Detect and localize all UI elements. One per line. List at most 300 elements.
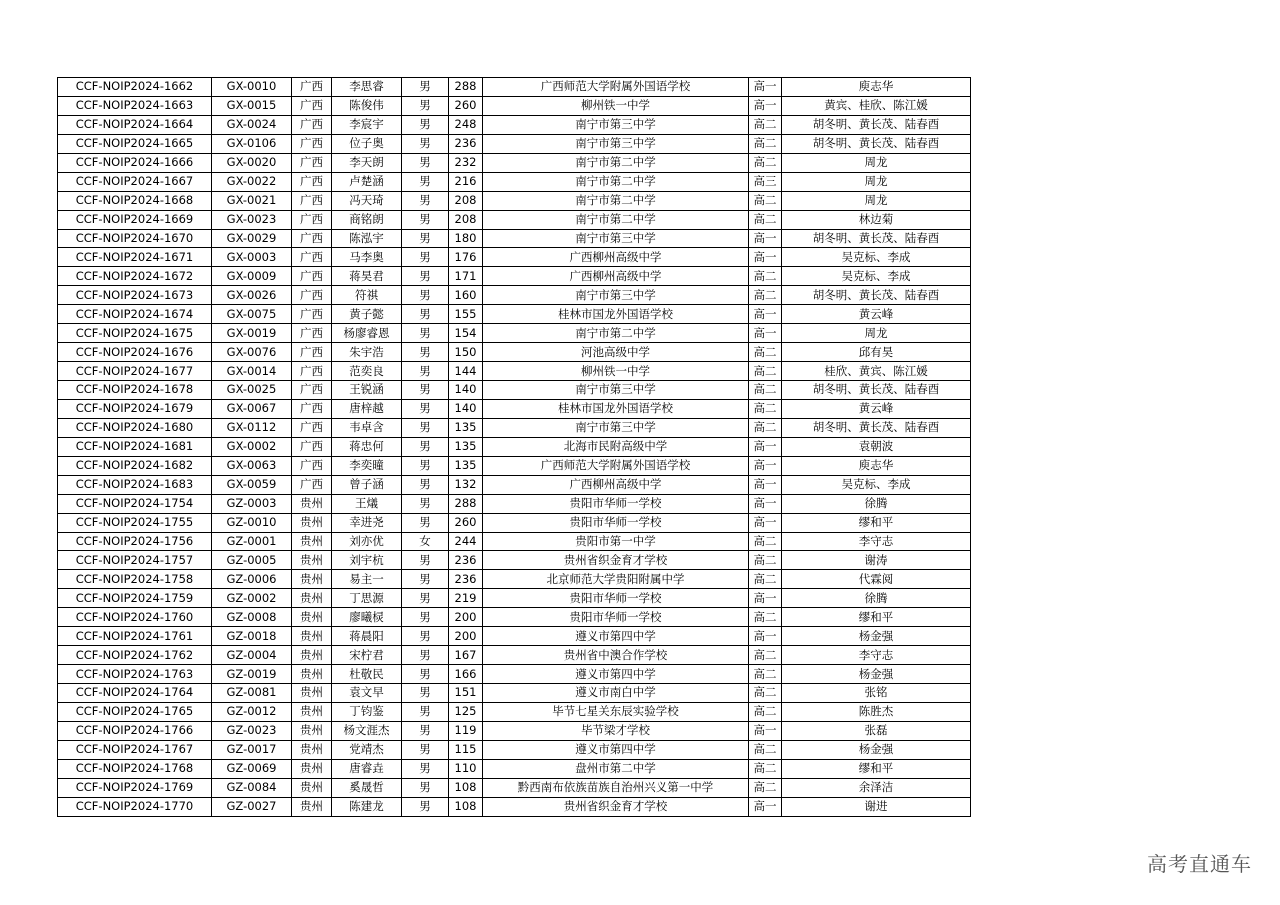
contestant-id-cell: GZ-0017	[212, 740, 292, 759]
name-cell: 陈建龙	[332, 797, 402, 816]
gender-cell: 男	[402, 740, 449, 759]
province-cell: 广西	[292, 418, 332, 437]
score-cell: 176	[449, 248, 483, 267]
gender-cell: 男	[402, 721, 449, 740]
score-cell: 125	[449, 702, 483, 721]
table-row	[58, 702, 971, 721]
cert-id-cell: CCF-NOIP2024-1669	[58, 210, 212, 229]
province-cell: 广西	[292, 153, 332, 172]
score-cell: 216	[449, 172, 483, 191]
school-cell: 毕节梁才学校	[483, 721, 749, 740]
coach-cell: 黄云峰	[782, 305, 971, 324]
school-cell: 南宁市第三中学	[483, 418, 749, 437]
score-cell: 144	[449, 362, 483, 381]
contestant-id-cell: GX-0112	[212, 418, 292, 437]
contestant-id-cell: GX-0075	[212, 305, 292, 324]
province-cell: 广西	[292, 305, 332, 324]
score-cell: 200	[449, 608, 483, 627]
province-cell: 广西	[292, 324, 332, 343]
cert-id-cell: CCF-NOIP2024-1758	[58, 570, 212, 589]
table-row	[58, 115, 971, 134]
coach-cell: 胡冬明、黄长茂、陆春酉	[782, 134, 971, 153]
contestant-id-cell: GX-0063	[212, 456, 292, 475]
grade-cell: 高二	[749, 646, 782, 665]
cert-id-cell: CCF-NOIP2024-1670	[58, 229, 212, 248]
grade-cell: 高二	[749, 418, 782, 437]
gender-cell: 男	[402, 343, 449, 362]
gender-cell: 男	[402, 305, 449, 324]
gender-cell: 男	[402, 684, 449, 703]
score-cell: 154	[449, 324, 483, 343]
province-cell: 广西	[292, 210, 332, 229]
score-cell: 140	[449, 399, 483, 418]
school-cell: 柳州铁一中学	[483, 96, 749, 115]
gender-cell: 男	[402, 229, 449, 248]
cert-id-cell: CCF-NOIP2024-1770	[58, 797, 212, 816]
name-cell: 丁钧鉴	[332, 702, 402, 721]
school-cell: 贵阳市第一中学	[483, 532, 749, 551]
table-row	[58, 721, 971, 740]
contestant-id-cell: GX-0106	[212, 134, 292, 153]
school-cell: 遵义市南白中学	[483, 684, 749, 703]
name-cell: 冯天琦	[332, 191, 402, 210]
school-cell: 贵阳市华师一学校	[483, 589, 749, 608]
table-row	[58, 608, 971, 627]
coach-cell: 周龙	[782, 191, 971, 210]
gender-cell: 男	[402, 172, 449, 191]
grade-cell: 高一	[749, 721, 782, 740]
province-cell: 贵州	[292, 684, 332, 703]
table-row	[58, 513, 971, 532]
contestant-id-cell: GZ-0012	[212, 702, 292, 721]
contestant-id-cell: GX-0019	[212, 324, 292, 343]
coach-cell: 张铭	[782, 684, 971, 703]
province-cell: 贵州	[292, 702, 332, 721]
cert-id-cell: CCF-NOIP2024-1675	[58, 324, 212, 343]
coach-cell: 杨金强	[782, 627, 971, 646]
table-row	[58, 797, 971, 816]
score-cell: 108	[449, 778, 483, 797]
name-cell: 蒋晨阳	[332, 627, 402, 646]
gender-cell: 男	[402, 362, 449, 381]
grade-cell: 高一	[749, 513, 782, 532]
coach-cell: 黄云峰	[782, 399, 971, 418]
gender-cell: 男	[402, 153, 449, 172]
coach-cell: 林边菊	[782, 210, 971, 229]
coach-cell: 谢进	[782, 797, 971, 816]
school-cell: 贵阳市华师一学校	[483, 513, 749, 532]
school-cell: 贵州省织金育才学校	[483, 551, 749, 570]
grade-cell: 高二	[749, 778, 782, 797]
contestant-id-cell: GX-0015	[212, 96, 292, 115]
table-row	[58, 646, 971, 665]
grade-cell: 高二	[749, 532, 782, 551]
gender-cell: 男	[402, 191, 449, 210]
name-cell: 李天朗	[332, 153, 402, 172]
grade-cell: 高一	[749, 437, 782, 456]
name-cell: 朱宇浩	[332, 343, 402, 362]
coach-cell: 袁朝波	[782, 437, 971, 456]
gender-cell: 男	[402, 570, 449, 589]
score-cell: 160	[449, 286, 483, 305]
school-cell: 南宁市第三中学	[483, 381, 749, 400]
cert-id-cell: CCF-NOIP2024-1768	[58, 759, 212, 778]
school-cell: 南宁市第二中学	[483, 324, 749, 343]
province-cell: 贵州	[292, 608, 332, 627]
name-cell: 党靖杰	[332, 740, 402, 759]
province-cell: 贵州	[292, 494, 332, 513]
province-cell: 贵州	[292, 797, 332, 816]
coach-cell: 吴克标、李成	[782, 267, 971, 286]
gender-cell: 男	[402, 248, 449, 267]
cert-id-cell: CCF-NOIP2024-1757	[58, 551, 212, 570]
province-cell: 贵州	[292, 646, 332, 665]
school-cell: 南宁市第二中学	[483, 210, 749, 229]
table-row	[58, 551, 971, 570]
grade-cell: 高二	[749, 702, 782, 721]
name-cell: 陈俊伟	[332, 96, 402, 115]
contestant-id-cell: GX-0014	[212, 362, 292, 381]
score-cell: 166	[449, 665, 483, 684]
score-cell: 288	[449, 78, 483, 97]
province-cell: 贵州	[292, 589, 332, 608]
grade-cell: 高二	[749, 740, 782, 759]
name-cell: 符祺	[332, 286, 402, 305]
contestant-id-cell: GZ-0010	[212, 513, 292, 532]
score-cell: 110	[449, 759, 483, 778]
name-cell: 范奕良	[332, 362, 402, 381]
grade-cell: 高一	[749, 494, 782, 513]
grade-cell: 高一	[749, 475, 782, 494]
cert-id-cell: CCF-NOIP2024-1762	[58, 646, 212, 665]
grade-cell: 高一	[749, 78, 782, 97]
score-cell: 236	[449, 551, 483, 570]
province-cell: 贵州	[292, 551, 332, 570]
table-row	[58, 778, 971, 797]
school-cell: 南宁市第二中学	[483, 153, 749, 172]
contestant-id-cell: GZ-0003	[212, 494, 292, 513]
school-cell: 桂林市国龙外国语学校	[483, 399, 749, 418]
school-cell: 广西师范大学附属外国语学校	[483, 456, 749, 475]
cert-id-cell: CCF-NOIP2024-1769	[58, 778, 212, 797]
name-cell: 宋柠君	[332, 646, 402, 665]
coach-cell: 杨金强	[782, 665, 971, 684]
contestant-id-cell: GX-0024	[212, 115, 292, 134]
table-row	[58, 475, 971, 494]
table-row	[58, 627, 971, 646]
cert-id-cell: CCF-NOIP2024-1767	[58, 740, 212, 759]
cert-id-cell: CCF-NOIP2024-1662	[58, 78, 212, 97]
school-cell: 遵义市第四中学	[483, 740, 749, 759]
coach-cell: 周龙	[782, 324, 971, 343]
cert-id-cell: CCF-NOIP2024-1674	[58, 305, 212, 324]
name-cell: 卢楚涵	[332, 172, 402, 191]
contestant-id-cell: GZ-0084	[212, 778, 292, 797]
table-row	[58, 172, 971, 191]
coach-cell: 余泽洁	[782, 778, 971, 797]
province-cell: 广西	[292, 267, 332, 286]
grade-cell: 高二	[749, 551, 782, 570]
score-cell: 140	[449, 381, 483, 400]
name-cell: 丁思源	[332, 589, 402, 608]
name-cell: 杨文涯杰	[332, 721, 402, 740]
province-cell: 广西	[292, 456, 332, 475]
province-cell: 广西	[292, 134, 332, 153]
score-cell: 171	[449, 267, 483, 286]
province-cell: 广西	[292, 399, 332, 418]
gender-cell: 男	[402, 551, 449, 570]
cert-id-cell: CCF-NOIP2024-1765	[58, 702, 212, 721]
name-cell: 易主一	[332, 570, 402, 589]
grade-cell: 高一	[749, 627, 782, 646]
school-cell: 河池高级中学	[483, 343, 749, 362]
cert-id-cell: CCF-NOIP2024-1665	[58, 134, 212, 153]
table-row	[58, 191, 971, 210]
contestant-id-cell: GX-0022	[212, 172, 292, 191]
table-row	[58, 494, 971, 513]
grade-cell: 高二	[749, 191, 782, 210]
gender-cell: 男	[402, 78, 449, 97]
school-cell: 柳州铁一中学	[483, 362, 749, 381]
name-cell: 韦卓含	[332, 418, 402, 437]
cert-id-cell: CCF-NOIP2024-1663	[58, 96, 212, 115]
table-row	[58, 456, 971, 475]
score-cell: 200	[449, 627, 483, 646]
grade-cell: 高二	[749, 399, 782, 418]
table-row	[58, 570, 971, 589]
score-cell: 244	[449, 532, 483, 551]
gender-cell: 男	[402, 418, 449, 437]
contestant-id-cell: GX-0029	[212, 229, 292, 248]
results-table	[57, 77, 971, 817]
grade-cell: 高一	[749, 229, 782, 248]
table-row	[58, 589, 971, 608]
table-row	[58, 210, 971, 229]
province-cell: 贵州	[292, 513, 332, 532]
coach-cell: 周龙	[782, 172, 971, 191]
school-cell: 广西柳州高级中学	[483, 267, 749, 286]
score-cell: 208	[449, 191, 483, 210]
grade-cell: 高一	[749, 589, 782, 608]
score-cell: 108	[449, 797, 483, 816]
score-cell: 248	[449, 115, 483, 134]
name-cell: 蒋昊君	[332, 267, 402, 286]
gender-cell: 男	[402, 759, 449, 778]
school-cell: 广西柳州高级中学	[483, 475, 749, 494]
school-cell: 北京师范大学贵阳附属中学	[483, 570, 749, 589]
school-cell: 南宁市第二中学	[483, 191, 749, 210]
gender-cell: 男	[402, 475, 449, 494]
gender-cell: 男	[402, 96, 449, 115]
gender-cell: 男	[402, 210, 449, 229]
table-row	[58, 684, 971, 703]
score-cell: 236	[449, 134, 483, 153]
province-cell: 广西	[292, 248, 332, 267]
cert-id-cell: CCF-NOIP2024-1766	[58, 721, 212, 740]
school-cell: 贵阳市华师一学校	[483, 494, 749, 513]
contestant-id-cell: GZ-0006	[212, 570, 292, 589]
grade-cell: 高一	[749, 324, 782, 343]
school-cell: 南宁市第三中学	[483, 134, 749, 153]
name-cell: 唐睿垚	[332, 759, 402, 778]
school-cell: 贵州省织金育才学校	[483, 797, 749, 816]
gender-cell: 男	[402, 494, 449, 513]
score-cell: 208	[449, 210, 483, 229]
coach-cell: 胡冬明、黄长茂、陆春酉	[782, 418, 971, 437]
school-cell: 南宁市第三中学	[483, 229, 749, 248]
name-cell: 刘亦优	[332, 532, 402, 551]
contestant-id-cell: GX-0067	[212, 399, 292, 418]
coach-cell: 桂欣、黄宾、陈江媛	[782, 362, 971, 381]
table-row	[58, 248, 971, 267]
grade-cell: 高二	[749, 286, 782, 305]
province-cell: 贵州	[292, 778, 332, 797]
score-cell: 135	[449, 456, 483, 475]
grade-cell: 高一	[749, 305, 782, 324]
score-cell: 115	[449, 740, 483, 759]
coach-cell: 陈胜杰	[782, 702, 971, 721]
name-cell: 陈泓宇	[332, 229, 402, 248]
province-cell: 贵州	[292, 740, 332, 759]
school-cell: 南宁市第二中学	[483, 172, 749, 191]
province-cell: 广西	[292, 381, 332, 400]
gender-cell: 男	[402, 627, 449, 646]
name-cell: 唐梓越	[332, 399, 402, 418]
contestant-id-cell: GX-0025	[212, 381, 292, 400]
grade-cell: 高二	[749, 267, 782, 286]
coach-cell: 徐腾	[782, 589, 971, 608]
contestant-id-cell: GZ-0005	[212, 551, 292, 570]
score-cell: 135	[449, 418, 483, 437]
gender-cell: 男	[402, 134, 449, 153]
province-cell: 广西	[292, 343, 332, 362]
name-cell: 廖曦棂	[332, 608, 402, 627]
table-row	[58, 134, 971, 153]
score-cell: 260	[449, 513, 483, 532]
school-cell: 桂林市国龙外国语学校	[483, 305, 749, 324]
gender-cell: 男	[402, 324, 449, 343]
contestant-id-cell: GZ-0069	[212, 759, 292, 778]
cert-id-cell: CCF-NOIP2024-1671	[58, 248, 212, 267]
gender-cell: 男	[402, 456, 449, 475]
score-cell: 155	[449, 305, 483, 324]
contestant-id-cell: GZ-0081	[212, 684, 292, 703]
province-cell: 广西	[292, 286, 332, 305]
grade-cell: 高二	[749, 153, 782, 172]
contestant-id-cell: GX-0059	[212, 475, 292, 494]
contestant-id-cell: GX-0009	[212, 267, 292, 286]
contestant-id-cell: GX-0076	[212, 343, 292, 362]
gender-cell: 男	[402, 665, 449, 684]
score-cell: 119	[449, 721, 483, 740]
score-cell: 232	[449, 153, 483, 172]
province-cell: 贵州	[292, 759, 332, 778]
table-row	[58, 759, 971, 778]
school-cell: 毕节七星关东辰实验学校	[483, 702, 749, 721]
gender-cell: 男	[402, 286, 449, 305]
table-row	[58, 267, 971, 286]
coach-cell: 谢涛	[782, 551, 971, 570]
grade-cell: 高三	[749, 172, 782, 191]
table-row	[58, 286, 971, 305]
grade-cell: 高二	[749, 684, 782, 703]
score-cell: 150	[449, 343, 483, 362]
results-table-body	[58, 78, 971, 817]
coach-cell: 庾志华	[782, 456, 971, 475]
cert-id-cell: CCF-NOIP2024-1682	[58, 456, 212, 475]
cert-id-cell: CCF-NOIP2024-1680	[58, 418, 212, 437]
gender-cell: 男	[402, 778, 449, 797]
name-cell: 曾子涵	[332, 475, 402, 494]
grade-cell: 高二	[749, 134, 782, 153]
table-row	[58, 381, 971, 400]
school-cell: 遵义市第四中学	[483, 627, 749, 646]
coach-cell: 胡冬明、黄长茂、陆春酉	[782, 381, 971, 400]
contestant-id-cell: GX-0003	[212, 248, 292, 267]
province-cell: 贵州	[292, 627, 332, 646]
name-cell: 李宸宇	[332, 115, 402, 134]
cert-id-cell: CCF-NOIP2024-1676	[58, 343, 212, 362]
contestant-id-cell: GZ-0001	[212, 532, 292, 551]
school-cell: 南宁市第三中学	[483, 286, 749, 305]
name-cell: 王锐涵	[332, 381, 402, 400]
table-row	[58, 665, 971, 684]
table-row	[58, 532, 971, 551]
school-cell: 贵州省中澳合作学校	[483, 646, 749, 665]
grade-cell: 高二	[749, 362, 782, 381]
name-cell: 李思睿	[332, 78, 402, 97]
score-cell: 260	[449, 96, 483, 115]
score-cell: 219	[449, 589, 483, 608]
score-cell: 132	[449, 475, 483, 494]
table-row	[58, 362, 971, 381]
province-cell: 广西	[292, 229, 332, 248]
score-cell: 180	[449, 229, 483, 248]
score-cell: 151	[449, 684, 483, 703]
contestant-id-cell: GX-0002	[212, 437, 292, 456]
gender-cell: 男	[402, 608, 449, 627]
grade-cell: 高一	[749, 456, 782, 475]
cert-id-cell: CCF-NOIP2024-1759	[58, 589, 212, 608]
cert-id-cell: CCF-NOIP2024-1668	[58, 191, 212, 210]
coach-cell: 黄宾、桂欣、陈江媛	[782, 96, 971, 115]
grade-cell: 高二	[749, 608, 782, 627]
school-cell: 盘州市第二中学	[483, 759, 749, 778]
grade-cell: 高二	[749, 665, 782, 684]
cert-id-cell: CCF-NOIP2024-1673	[58, 286, 212, 305]
coach-cell: 缪和平	[782, 513, 971, 532]
province-cell: 广西	[292, 191, 332, 210]
table-row	[58, 740, 971, 759]
name-cell: 袁文早	[332, 684, 402, 703]
cert-id-cell: CCF-NOIP2024-1677	[58, 362, 212, 381]
school-cell: 广西师范大学附属外国语学校	[483, 78, 749, 97]
province-cell: 广西	[292, 96, 332, 115]
school-cell: 黔西南布依族苗族自治州兴义第一中学	[483, 778, 749, 797]
coach-cell: 缪和平	[782, 608, 971, 627]
name-cell: 黄子懿	[332, 305, 402, 324]
grade-cell: 高一	[749, 248, 782, 267]
grade-cell: 高二	[749, 343, 782, 362]
cert-id-cell: CCF-NOIP2024-1666	[58, 153, 212, 172]
grade-cell: 高二	[749, 759, 782, 778]
school-cell: 南宁市第三中学	[483, 115, 749, 134]
cert-id-cell: CCF-NOIP2024-1756	[58, 532, 212, 551]
table-row	[58, 78, 971, 97]
gender-cell: 男	[402, 437, 449, 456]
school-cell: 贵阳市华师一学校	[483, 608, 749, 627]
grade-cell: 高一	[749, 797, 782, 816]
